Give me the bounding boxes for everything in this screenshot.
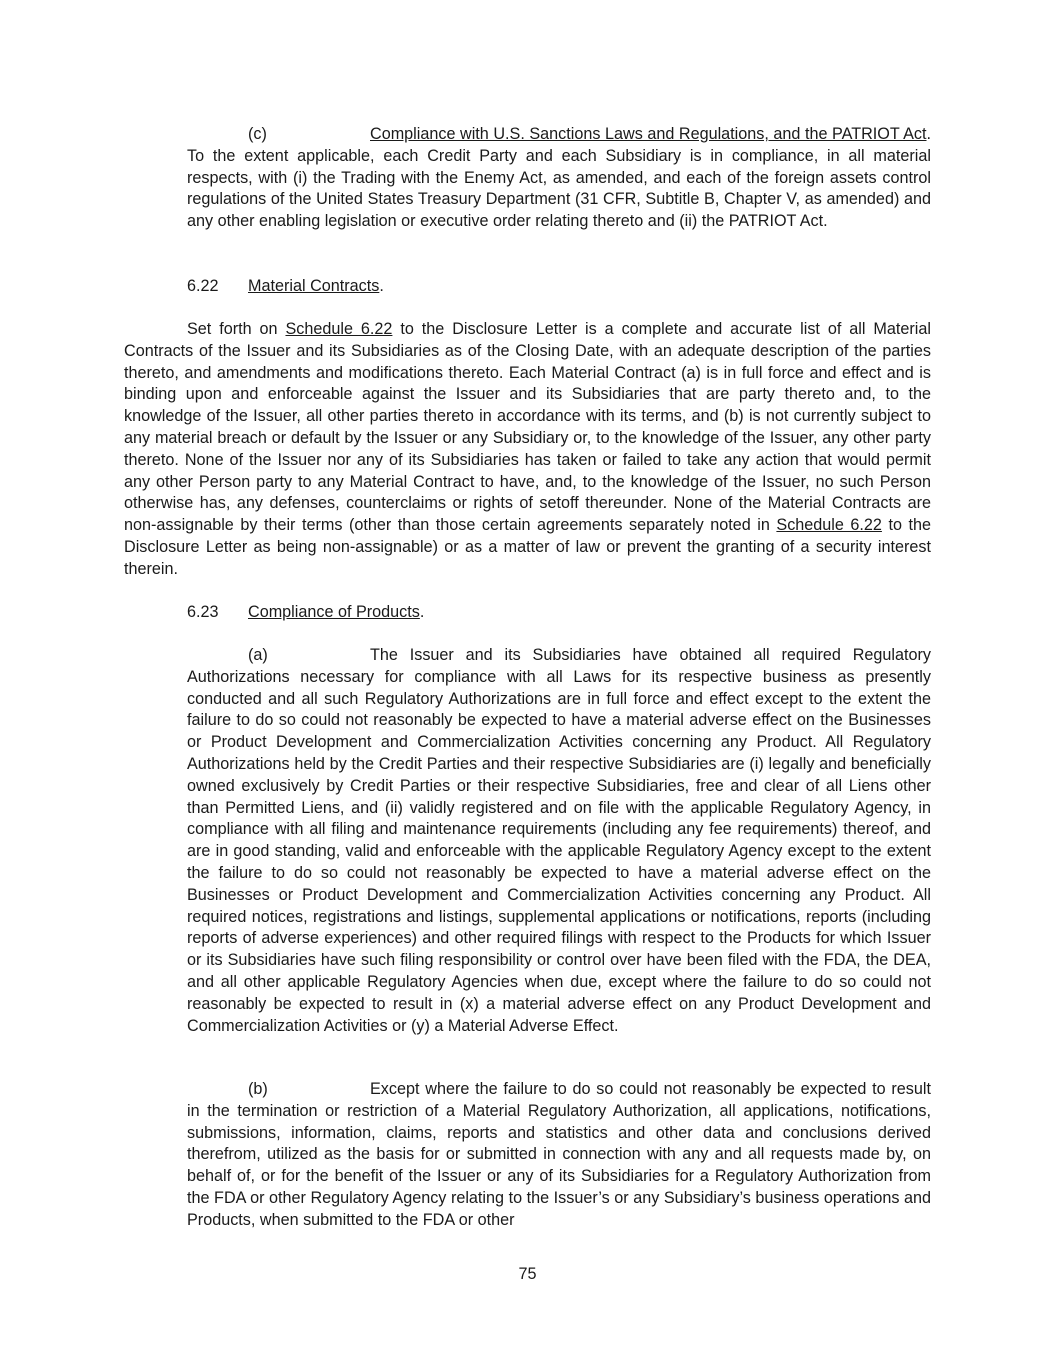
section-6-22-number: 6.22 (187, 277, 219, 295)
schedule-6-22-reference: Schedule 6.22 (285, 320, 393, 338)
section-6-23-heading: 6.23 Compliance of Products. (187, 602, 424, 624)
section-c-title: Compliance with U.S. Sanctions Laws and Regulations, and the PATRIOT Act (370, 125, 927, 143)
section-6-23-number: 6.23 (187, 603, 219, 621)
section-c-body: To the extent applicable, each Credit Party and each Subsidiary is in compliance, in all material respects, with (i) the Trading with the Enemy Act, as amended, and each of the foreign assets control regulations of the United States Treasury Department (31 CFR, Subtitle B, Chapter V, as amended) and any other enabling legislation or executive order relating thereto and (ii) the PATRIOT Act. (187, 146, 931, 231)
section-6-22-heading: 6.22 Material Contracts. (187, 276, 384, 298)
schedule-6-22-reference: Schedule 6.22 (776, 516, 882, 535)
page-number: 75 (518, 1265, 537, 1283)
section-6-23-a-label: (a) (248, 646, 268, 664)
section-6-23-title: Compliance of Products (248, 603, 420, 621)
section-6-23-a-paragraph (187, 645, 931, 1037)
section-6-22-body: Set forth on Schedule 6.22 to the Disclosure Letter is a complete and accurate list of all Material Contracts of the Issuer and its Subsidiaries as of the Closing Date, with an adequate description of the parties thereto, and amendments and modifications thereto. Each Material Contract (a) is in full force and effect and is binding upon and enforceable against the Issuer and its Subsidiaries that are party thereto and, to the knowledge of the Issuer, all other parties thereto in accordance with its terms, and (b) is not currently subject to any material breach or default by the Issuer or any Subsidiary or, to the knowledge of the Issuer, any other party thereto. None of the Issuer nor any of its Subsidiaries has taken or failed to take any action that would permit any other Person party to any Material Contract to have, and, to the knowledge of the Issuer, no such Person otherwise has, any defenses, counterclaims or rights of setoff thereunder. None of the Material Contracts are non-assignable by their terms (other than those certain agreements separately noted in Schedule 6.22 to the Disclosure Letter as being non-assignable) or as a matter of law or prevent the granting of a security interest therein. (124, 320, 931, 578)
section-6-23-b-paragraph (187, 1079, 931, 1232)
section-c-paragraph: (c) Compliance with U.S. Sanctions Laws and Regulations, and the PATRIOT Act. To the extent applicable, each Credit Party and each Subsidiary is in compliance, in all material respects, with (i) the Trading with the Enemy Act, as amended, and each of the foreign assets control regulations of the United States Treasury Department (31 CFR, Subtitle B, Chapter V, as amended) and any other enabling legislation or executive order relating thereto and (ii) the PATRIOT Act. (187, 125, 931, 231)
section-c-label: (c) (248, 125, 267, 143)
section-6-23-a-body: The Issuer and its Subsidiaries have obtained all required Regulatory Authorizations necessary for compliance with all Laws for its respective business as presently conducted and all such Regulatory Authorizations are in full force and effect except to the extent the failure to do so could not reasonably be expected to have a material adverse effect on the Businesses or Product Development and Commercialization Activities concerning any Product. All Regulatory Authorizations held by the Credit Parties and their respective Subsidiaries are (i) legally and beneficially owned exclusively by Credit Parties or their respective Subsidiaries, free and clear of all Liens other than Permitted Liens, and (ii) validly registered and on file with the applicable Regulatory Agency, in compliance with all filing and maintenance requirements (including any fee requirements) thereof, and are in good standing, valid and enforceable with the applicable Regulatory Agency except to the extent the failure to do so could not reasonably be expected to have a material adverse effect on the Businesses or Product Development and Commercialization Activities concerning any Product. All required notices, registrations and listings, supplemental applications or notifications, reports (including reports of adverse experiences) and other required filings with respect to the Products for which Issuer or its Subsidiaries have such filing responsibility or control over have been filed with the FDA, the DEA, and all other applicable Regulatory Agencies when due, except where the failure to do so could not reasonably be expected to result in (x) a material adverse effect on any Product Development and Commercialization Activities or (y) a Material Adverse Effect. (187, 646, 931, 1035)
section-6-22-title: Material Contracts (248, 277, 380, 295)
section-6-23-b-label: (b) (248, 1080, 268, 1098)
section-6-23-b-body: Except where the failure to do so could not reasonably be expected to result in the termination or restriction of a Material Regulatory Authorization, all applications, notifications, submissions, information, claims, reports and statistics and other data and conclusions derived therefrom, utilized as the basis for or submitted in connection with any and all requests made by, on behalf of, or for the benefit of the Issuer or any of its Subsidiaries for a Regulatory Authorization from the FDA or other Regulatory Agency relating to the Issuer’s or any Subsidiary’s business operations and Products, when submitted to the FDA or other (187, 1080, 931, 1229)
